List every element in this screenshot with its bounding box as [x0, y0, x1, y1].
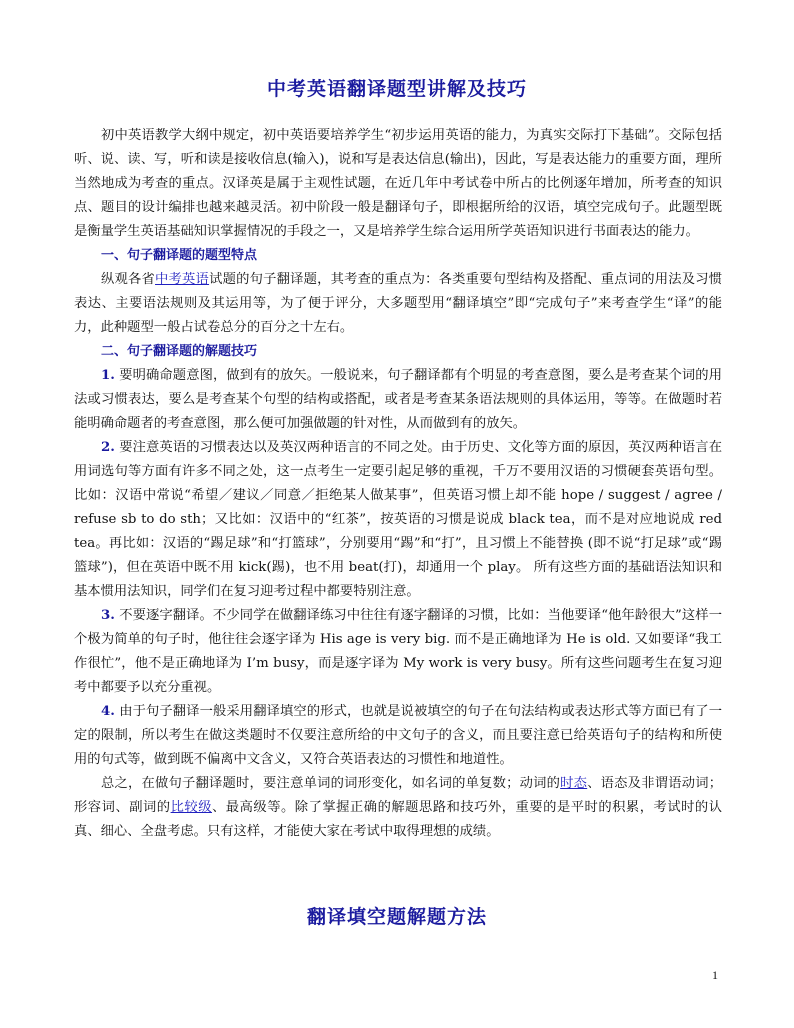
page-number: 1	[712, 968, 718, 982]
tip-item	[74, 700, 722, 772]
comparative-link[interactable]: 比较级	[170, 800, 212, 815]
tip-number: 1.	[101, 368, 115, 383]
article-body	[74, 124, 722, 844]
intro-paragraph: 初中英语教学大纲中规定，初中英语要培养学生“初步运用英语的能力，为真实交际打下基础”。交际包括听、说、读、写，听和读是接收信息(输入)，说和写是表达信息(输出)，因此，写是表达能力的重要方面，理所当然地成为考查的重点。汉译英是属于主观性试题，在近几年中考试卷中所占的比例逐年增加，所考查的知识点、题目的设计编排也越来越灵活。初中阶段一般是翻译句子，即根据所给的汉语，填空完成句子。此题型既是衡量学生英语基础知识掌握情况的手段之一，又是培养学生综合运用所学英语知识进行书面表达的能力。	[74, 128, 722, 239]
page-title: 中考英语翻译题型讲解及技巧	[266, 78, 527, 100]
tip-item	[74, 604, 722, 700]
section1-paragraph	[74, 268, 722, 340]
tip-text: 由于句子翻译一般采用翻译填空的形式，也就是说被填空的句子在句法结构或表达形式等方面已有了一定的限制，所以考生在做这类题时不仅要注意所给的中文句子的含义，而且要注意已给英语句子的结构和所使用的句式等，做到既不偏离中文含义，又符合英语表达的习惯性和地道性。	[74, 704, 722, 767]
summary-text-2: 、语态及非谓语动词；形容词、副词的	[74, 776, 723, 815]
summary-paragraph	[74, 772, 722, 844]
section2-heading: 二、句子翻译题的解题技巧	[101, 344, 258, 359]
tip-number: 4.	[101, 704, 115, 719]
summary-text-3: 、最高级等。除了掌握正确的解题思路和技巧外，重要的是平时的积累，考试时的认真、细心、全盘考虑。只有这样，才能使大家在考试中取得理想的成绩。	[74, 800, 723, 839]
tip-text: 要明确命题意图，做到有的放矢。一般说来，句子翻译都有个明显的考查意图，要么是考查某个词的用法或习惯表达，要么是考查某个句型的结构或搭配，或者是考查某条语法规则的具体运用，等等。在做题时若能明确命题者的考查意图，那么便可加强做题的针对性，从而做到有的放矢。	[74, 368, 722, 431]
summary-text-1: 总之，在做句子翻译题时，要注意单词的词形变化，如名词的单复数；动词的	[101, 776, 561, 791]
tense-link[interactable]: 时态	[560, 776, 588, 791]
tip-number: 2.	[101, 440, 115, 455]
section-title-translation-fill: 翻译填空题解题方法	[306, 906, 487, 928]
section1-text-after: 试题的句子翻译题，其考查的重点为：各类重要句型结构及搭配、重点词的用法及习惯表达、主要语法规则及其运用等，为了便于评分，大多题型用“翻译填空”即“完成句子”来考查学生“译”的能力，此种题型一般占试卷总分的百分之十左右。	[74, 272, 723, 335]
section1-heading: 一、句子翻译题的题型特点	[101, 248, 258, 263]
zhongkao-english-link[interactable]: 中考英语	[155, 272, 210, 287]
tip-text: 要注意英语的习惯表达以及英汉两种语言的不同之处。由于历史、文化等方面的原因，英汉两种语言在用词选句等方面有许多不同之处，这一点考生一定要引起足够的重视，千万不要用汉语的习惯硬套英语句型。比如：汉语中常说“希望／建议／同意／拒绝某人做某事”，但英语习惯上却不能 hope / suggest / agree / refuse sb to do sth；又比如：汉语中的“红茶”，按英语的习惯是说成 black tea，而不是对应地说成 red tea。再比如：汉语的“踢足球”和“打篮球”，分别要用“踢”和“打”，且习惯上不能替换 (即不说“打足球”或“踢篮球”)，但在英语中既不用 kick(踢)，也不用 beat(打)，却通用一个 play。 所有这些方面的基础语法知识和基本惯用法知识，同学们在复习迎考过程中都要特别注意。	[74, 440, 722, 599]
tip-item	[74, 364, 722, 436]
section1-text-before: 纵观各省	[101, 272, 156, 287]
tip-item	[74, 436, 722, 604]
tip-number: 3.	[101, 608, 115, 623]
tip-text: 不要逐字翻译。不少同学在做翻译练习中往往有逐字翻译的习惯，比如：当他要译“他年龄很大”这样一个极为简单的句子时，他往往会逐字译为 His age is very big. 而不是正确地译为 He is old. 又如要译“我工作很忙”，他不是正确地译为 I’m busy，而是逐字译为 My work is very busy。所有这些问题考生在复习迎考中都要予以充分重视。	[74, 608, 722, 695]
